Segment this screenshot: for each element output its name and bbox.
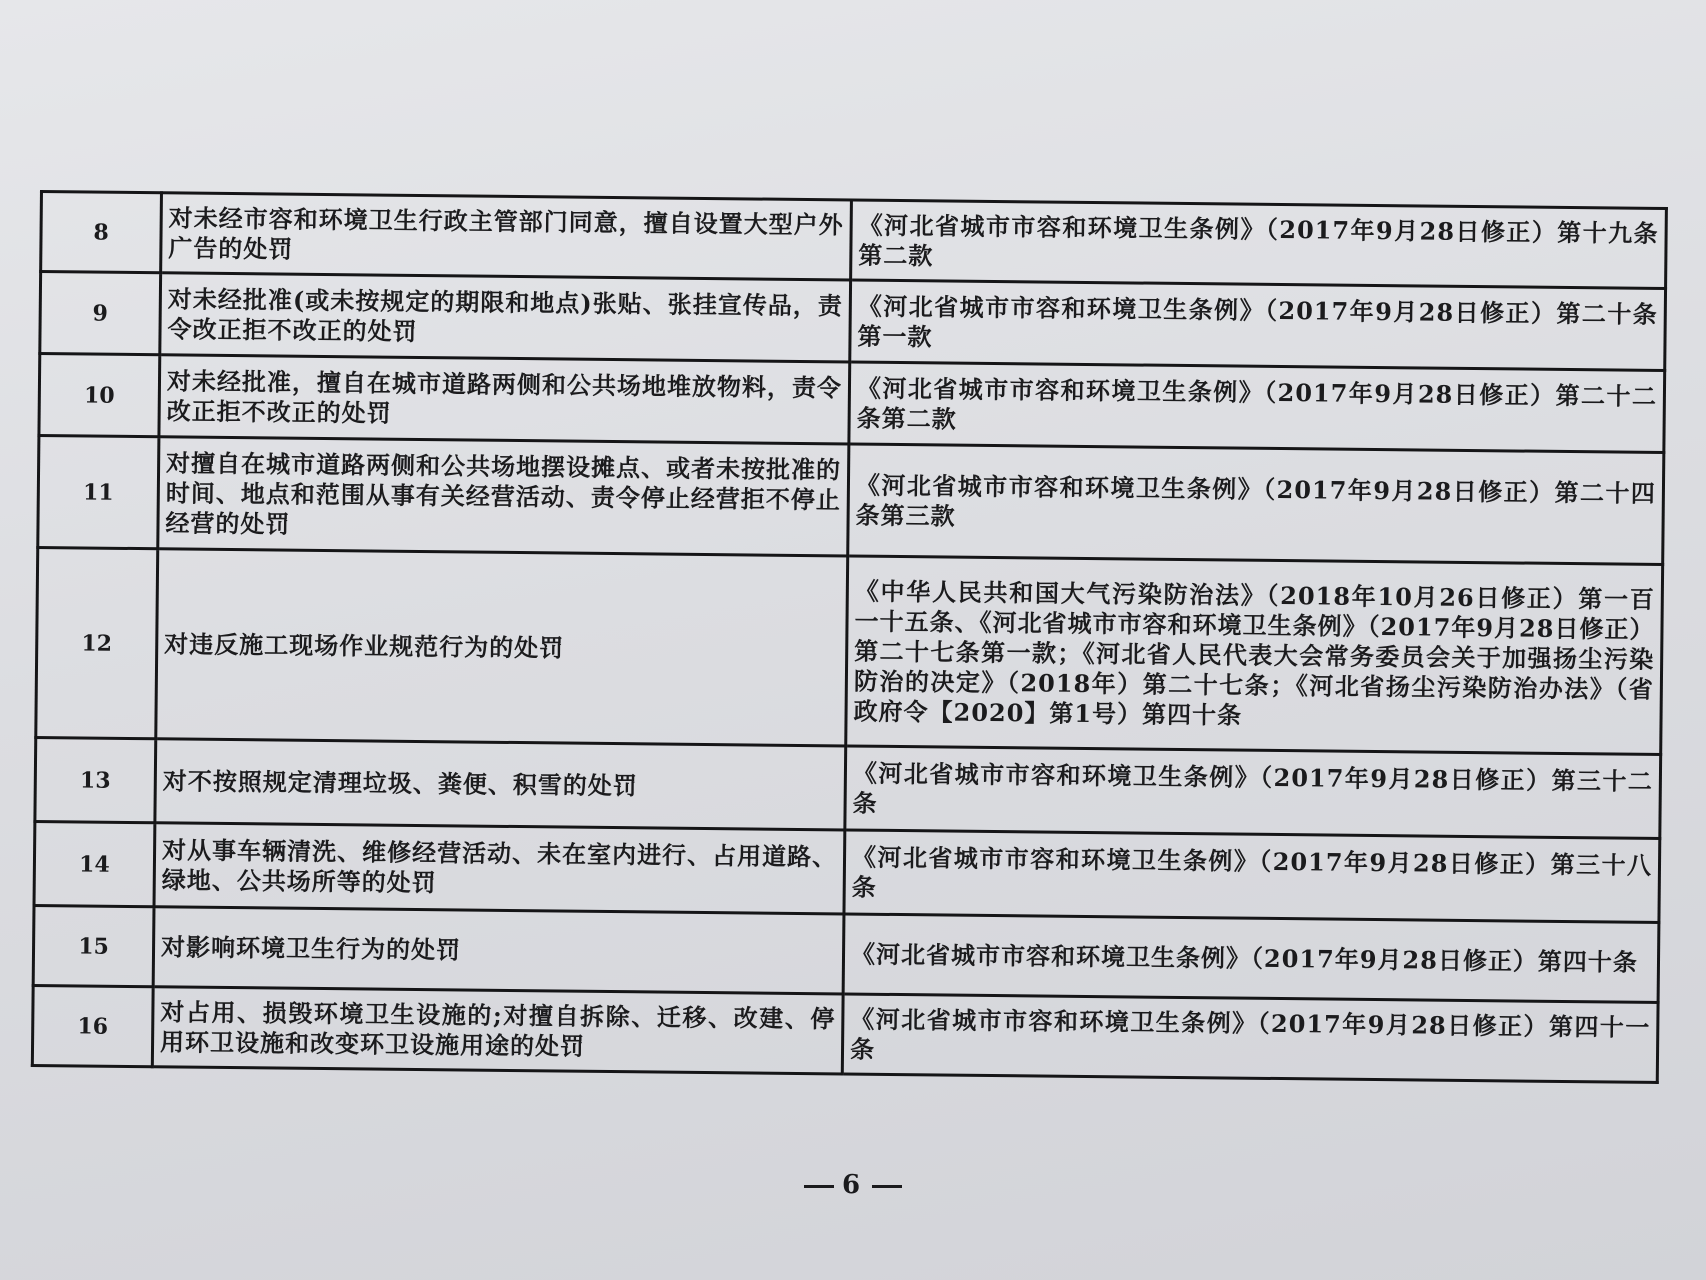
legal-basis-text: 《河北省城市市容和环境卫生条例》（2017年9月28日修正）第四十条 — [843, 914, 1659, 1003]
penalty-item-text: 对未经市容和环境卫生行政主管部门同意，擅自设置大型户外广告的处罚 — [161, 193, 852, 280]
legal-basis-text: 《河北省城市市容和环境卫生条例》（2017年9月28日修正）第十九条第二款 — [851, 200, 1667, 289]
penalty-item-text: 对未经批准(或未按规定的期限和地点)张贴、张挂宣传品，责令改正拒不改正的处罚 — [160, 273, 851, 362]
row-number: 8 — [41, 192, 162, 273]
legal-basis-text: 《河北省城市市容和环境卫生条例》（2017年9月28日修正）第三十二条 — [845, 746, 1661, 839]
row-number: 10 — [39, 354, 160, 437]
row-number: 11 — [38, 436, 159, 549]
penalty-item-text: 对从事车辆清洗、维修经营活动、未在室内进行、占用道路、绿地、公共场所等的处罚 — [154, 823, 845, 914]
page-number-text: 6 — [841, 1170, 865, 1200]
penalty-item-text: 对影响环境卫生行为的处罚 — [153, 907, 844, 994]
legal-basis-text: 《中华人民共和国大气污染防治法》（2018年10月26日修正）第一百一十五条、《河北省城市市容和环境卫生条例》（2017年9月28日修正）第二十七条第一款；《河北省人民代表大会常务委员会关于加强扬尘污染防治的决定》（2018年）第二十七条；《河北省扬尘污染防治办法》（省政府令【2020】第1号）第四十条 — [846, 556, 1663, 755]
legal-basis-text: 《河北省城市市容和环境卫生条例》（2017年9月28日修正）第二十条第一款 — [850, 280, 1666, 371]
row-number: 12 — [36, 547, 158, 738]
row-number: 15 — [33, 905, 154, 986]
legal-basis-text: 《河北省城市市容和环境卫生条例》（2017年9月28日修正）第三十八条 — [844, 830, 1660, 923]
row-number: 16 — [32, 985, 153, 1066]
legal-basis-text: 《河北省城市市容和环境卫生条例》（2017年9月28日修正）第四十一条 — [842, 994, 1658, 1083]
row-number: 14 — [34, 821, 155, 906]
table-row — [38, 436, 1664, 565]
penalty-item-text: 对占用、损毁环境卫生设施的;对擅自拆除、迁移、改建、停用环卫设施和改变环卫设施用途的处罚 — [152, 987, 843, 1074]
page-number-dash-right — [872, 1185, 902, 1188]
table-row — [36, 547, 1663, 754]
penalty-item-text: 对未经批准，擅自在城市道路两侧和公共场地堆放物料，责令改正拒不改正的处罚 — [159, 355, 850, 444]
penalty-item-text: 对违反施工现场作业规范行为的处罚 — [156, 549, 848, 746]
penalty-item-text: 对不按照规定清理垃圾、粪便、积雪的处罚 — [155, 739, 846, 830]
page-number — [0, 1170, 1706, 1200]
legal-basis-text: 《河北省城市市容和环境卫生条例》（2017年9月28日修正）第二十二条第二款 — [849, 362, 1665, 453]
penalty-items-table — [31, 190, 1668, 1084]
row-number: 13 — [35, 737, 156, 822]
table-row — [32, 985, 1658, 1082]
page-number-dash-left — [804, 1185, 834, 1188]
row-number: 9 — [40, 272, 161, 355]
penalty-item-text: 对擅自在城市道路两侧和公共场地摆设摊点、或者未按批准的时间、地点和范围从事有关经营活动、责令停止经营拒不停止经营的处罚 — [158, 437, 849, 556]
legal-basis-text: 《河北省城市市容和环境卫生条例》（2017年9月28日修正）第二十四条第三款 — [848, 444, 1664, 565]
